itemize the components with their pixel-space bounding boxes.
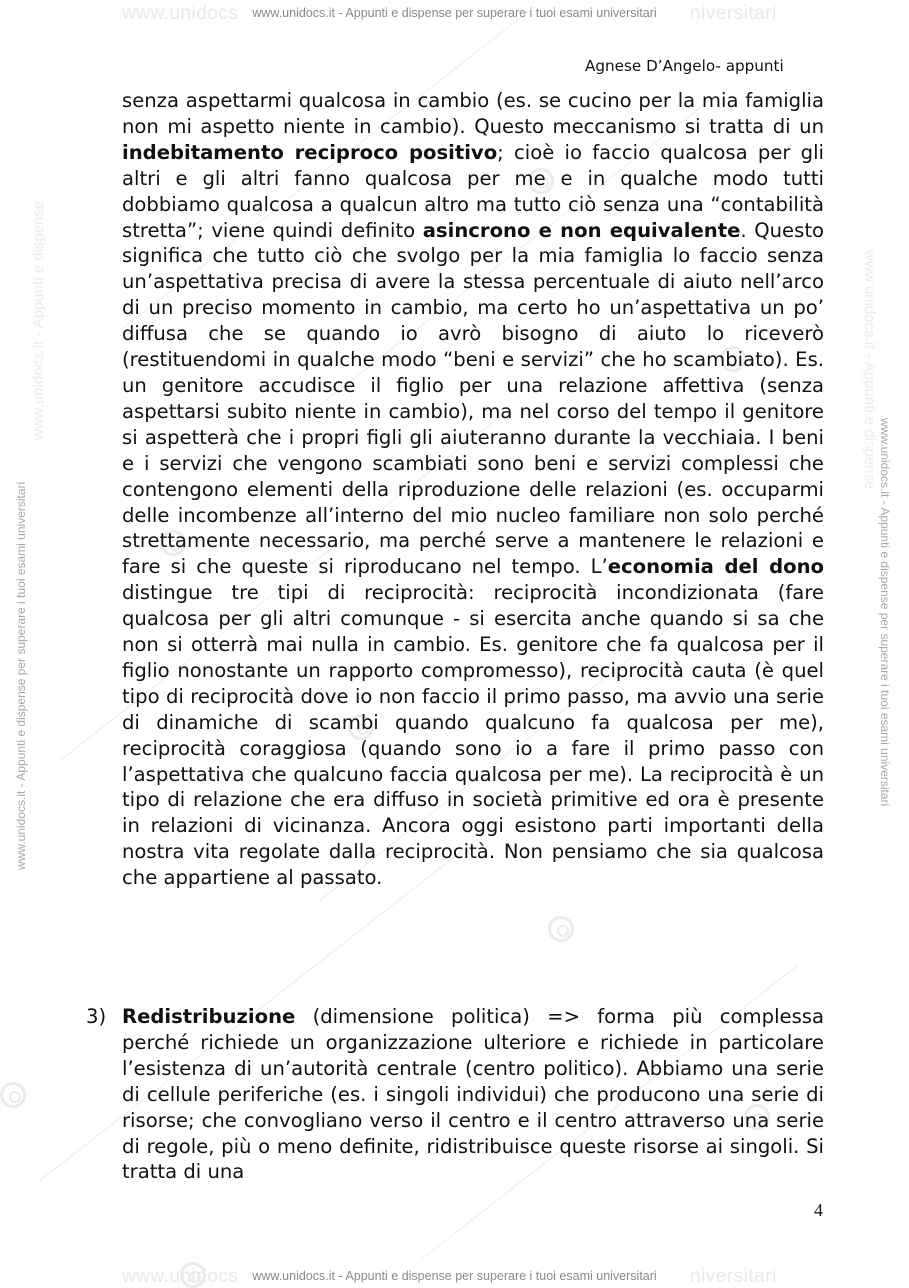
bold-term: asincrono e non equivalente xyxy=(422,218,741,242)
watermark-logo-icon xyxy=(548,916,574,942)
watermark-faint-right: niversitari xyxy=(690,3,777,24)
body-text-part: senza aspettarmi qualcosa in cambio (es. se cucino per la mia famiglia non mi aspetto niente in cambio). Questo meccanismo si tratta di un xyxy=(122,89,824,138)
list-item-body: (dimensione politica) => forma più complessa perché richiede un organizzazione ulteriore e richiede in particolare l’esistenza di un’autorità centrale (centro politico). Abbiamo una serie di cellule periferiche (es. i singoli individui) che producono una serie di risorse; che convogliano verso il centro e il centro attraverso una serie di regole, più o meno definite, ridistribuisce queste risorse ai singoli. Si tratta di una xyxy=(122,1005,824,1184)
body-paragraph xyxy=(122,88,824,891)
watermark-faint-left: www.unidocs xyxy=(122,1266,239,1287)
watermark-side-faint-left: www.unidocs.it - Appunti e dispense xyxy=(30,200,47,440)
bold-term: Redistribuzione xyxy=(122,1005,296,1028)
bold-term: indebitamento reciproco positivo xyxy=(122,140,498,164)
bold-term: economia del dono xyxy=(607,555,825,579)
watermark-banner-top: www.unidocs.it - Appunti e dispense per superare i tuoi esami universitari xyxy=(252,6,657,20)
page-header: Agnese D’Angelo- appunti xyxy=(585,57,784,75)
body-text-part: distingue tre tipi di reciprocità: reciprocità incondizionata (fare qualcosa per gli altri comunque - si esercita anche quando si sa che non si otterrà mai nulla in cambio. Es. genitore che fa qualcosa per il figlio nonostante un rapporto compromesso), reciprocità cauta (è quel tipo di reciprocità dove io non faccio il primo passo, ma avvio una serie di dinamiche di scambi quando qualcuno fa qualcosa per me), reciprocità coraggiosa (quando sono io a fare il primo passo con l’aspettativa che qualcuno faccia qualcosa per me). La reciprocità è un tipo di relazione che era diffuso in società primitive ed ora è presente in relazioni di vicinanza. Ancora oggi esistono parti importanti della nostra vita regolate dalla reciprocità. Non pensiamo che sia qualcosa che appartiene al passato. xyxy=(122,581,824,890)
body-text-part: . Questo significa che tutto ciò che svolgo per la mia famiglia lo faccio senza un’aspettativa precisa di avere la stessa percentuale di aiuto nell’arco di un preciso momento in cambio, ma certo ho un’aspettativa un po’ diffusa che se quando io avrò bisogno di aiuto lo riceverò (restituendomi in qualche modo “beni e servizi” che ho scambiato). Es. un genitore accudisce il figlio per una relazione affettiva (senza aspettarsi subito niente in cambio), ma nel corso del tempo il genitore si aspetterà che i propri figli gli aiuteranno durante la vecchiaia. I beni e i servizi che vengono scambiati sono beni e servizi complessi che contengono elementi della riproduzione delle relazioni (es. occuparmi delle incombenze all’interno del mio nucleo familiare non solo perché strettamente necessario, ma perché serve a mantenere le relazioni e fare si che queste si riproducano nel tempo. L’ xyxy=(122,218,824,579)
watermark-side-faint-right: www.unidocs.it - Appunti e dispense xyxy=(861,250,878,490)
list-item-number: 3) xyxy=(86,1005,107,1028)
watermark-logo-icon xyxy=(0,1082,26,1108)
watermark-faint-left: www.unidocs xyxy=(122,3,239,24)
list-item-text xyxy=(122,1004,824,1185)
watermark-banner-bottom: www.unidocs.it - Appunti e dispense per superare i tuoi esami universitari xyxy=(252,1269,657,1283)
body-text-part: ; cioè io faccio qualcosa per gli altri e gli altri fanno qualcosa per me e in qualche modo tutti dobbiamo qualcosa a qualcun altro ma tutto ciò senza una “contabilità stretta”; viene quindi definito xyxy=(122,140,824,242)
page-number: 4 xyxy=(814,1200,823,1220)
watermark-faint-right: niversitari xyxy=(690,1266,777,1287)
watermark-side-left: www.unidocs.it - Appunti e dispense per superare i tuoi esami universitari xyxy=(14,481,28,870)
watermark-side-right: www.unidocs.it - Appunti e dispense per superare i tuoi esami universitari xyxy=(878,418,892,807)
